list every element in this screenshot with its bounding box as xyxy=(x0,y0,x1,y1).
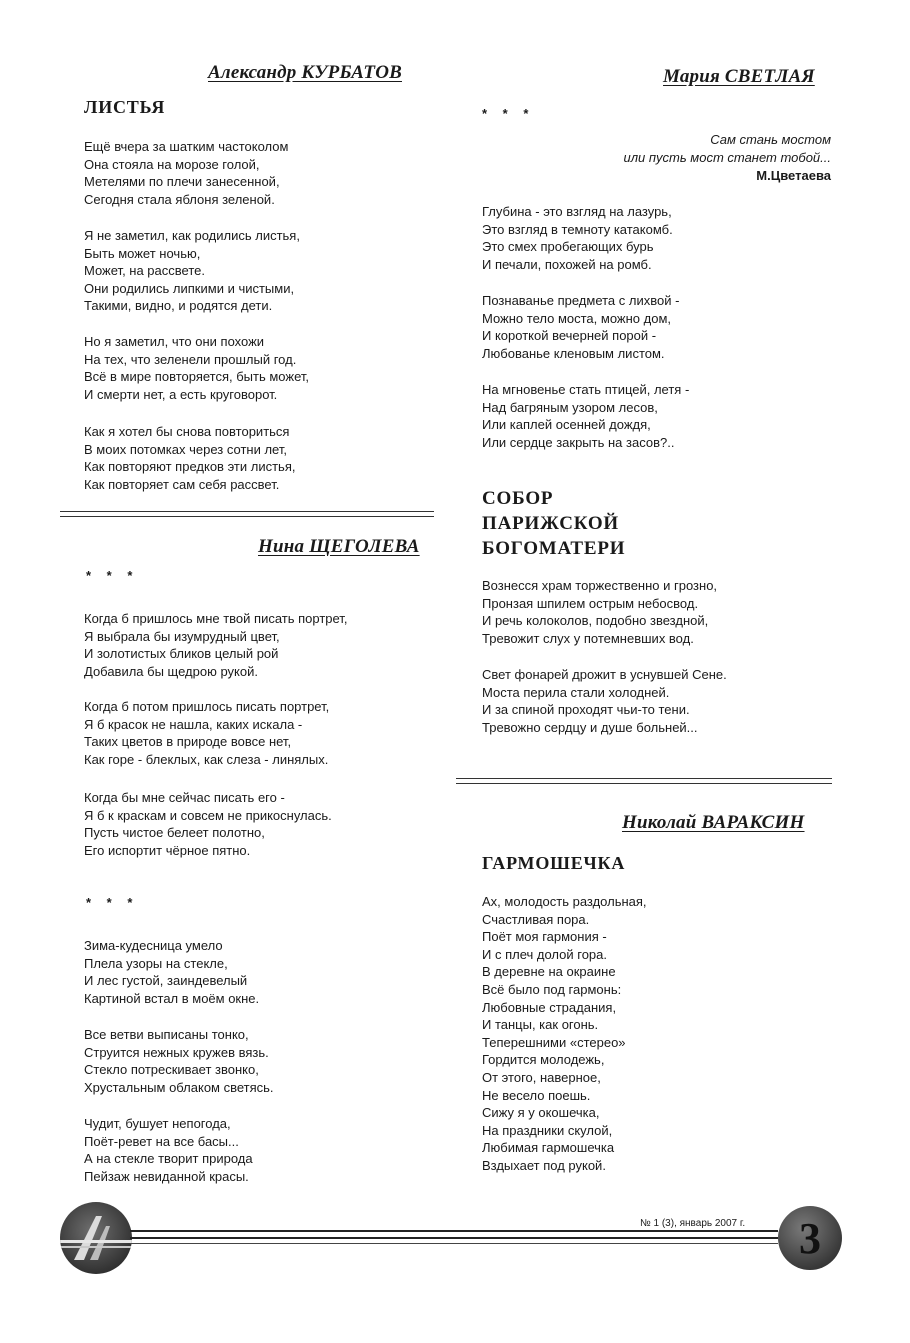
poem-line: Струится нежных кружев вязь. xyxy=(84,1044,269,1060)
poem-line: Сижу я у окошечка, xyxy=(482,1105,600,1121)
poem-stars-heading: * * * xyxy=(482,106,535,121)
page-number-badge xyxy=(778,1206,842,1270)
poem-line: Или сердце закрыть на засов?.. xyxy=(482,434,675,450)
poem-line: Или каплей осенней дождя, xyxy=(482,417,651,433)
poem-line: Пронзая шпилем острым небосвод. xyxy=(482,595,699,611)
section-divider xyxy=(456,783,832,784)
poem-listya-stanza-3 xyxy=(84,333,309,403)
poem-line: Это смех пробегающих бурь xyxy=(482,239,654,255)
poem-line: И танцы, как огонь. xyxy=(482,1017,599,1033)
poem-line: Я не заметил, как родились листья, xyxy=(84,228,300,243)
poem-line: Быть может ночью, xyxy=(84,245,201,261)
poem-line: Зима-кудесница умело xyxy=(84,938,223,953)
poem-line: Хрустальным облаком светясь. xyxy=(84,1079,274,1095)
author-svetlaya: Мария СВЕТЛАЯ xyxy=(663,66,815,87)
poem-listya-stanza-1 xyxy=(84,138,288,208)
footer-rule xyxy=(130,1243,778,1244)
poem-line: И золотистых бликов целый рой xyxy=(84,646,279,662)
poem-line: Счастливая пора. xyxy=(482,911,590,927)
poem-line: Я б к краскам и совсем не прикоснулась. xyxy=(84,807,332,823)
poem-line: Когда б пришлось мне твой писать портрет, xyxy=(84,611,348,626)
poem-line: Плела узоры на стекле, xyxy=(84,955,228,971)
author-varaksin: Николай ВАРАКСИН xyxy=(622,812,805,833)
issue-info: № 1 (3), январь 2007 г. xyxy=(640,1218,746,1229)
poem-glubina-stanza-1 xyxy=(482,203,673,273)
poem-line: От этого, наверное, xyxy=(482,1069,601,1085)
poem-line: Ещё вчера за шатким частоколом xyxy=(84,139,289,154)
footer-rule xyxy=(130,1237,778,1239)
poem-line: И печали, похожей на ромб. xyxy=(482,256,652,272)
poem-portret-stanza-1 xyxy=(84,610,347,680)
poem-glubina-stanza-2 xyxy=(482,292,679,362)
epigraph-author: М.Цветаева xyxy=(756,168,831,183)
poem-line: Любованье кленовым листом. xyxy=(482,345,665,361)
poem-title-sobor xyxy=(482,486,625,561)
poem-line: Поёт-ревет на все басы... xyxy=(84,1133,239,1149)
poem-line: В моих потомках через сотни лет, xyxy=(84,441,287,457)
poem-line: Всё в мире повторяется, быть может, xyxy=(84,369,309,385)
section-divider xyxy=(60,516,434,517)
poem-line: Всё было под гармонь: xyxy=(482,981,622,997)
poem-sobor-stanza-1 xyxy=(482,577,717,647)
poem-line: Она стояла на морозе голой, xyxy=(84,156,260,172)
poem-line: Сегодня стала яблоня зеленой. xyxy=(84,191,275,207)
author-shchegoleva: Нина ЩЕГОЛЕВА xyxy=(258,536,420,557)
poem-line: На мгновенье стать птицей, летя - xyxy=(482,382,690,397)
poem-line: Может, на рассвете. xyxy=(84,263,205,279)
poem-line: Вознесся храм торжественно и грозно, xyxy=(482,578,718,593)
logo-mark-icon xyxy=(60,1202,132,1274)
poem-line: И короткой вечерней порой - xyxy=(482,328,657,344)
poem-listya-stanza-2 xyxy=(84,227,300,315)
poem-line: Теперешними «стерео» xyxy=(482,1034,626,1050)
poem-line: Ах, молодость раздольная, xyxy=(482,894,647,909)
poem-line: Стекло потрескивает звонко, xyxy=(84,1062,259,1078)
title-line: СОБОР xyxy=(482,488,554,509)
poem-line: Его испортит чёрное пятно. xyxy=(84,842,251,858)
poem-title-garmoshechka: ГАРМОШЕЧКА xyxy=(482,853,626,873)
footer-rule xyxy=(130,1230,778,1232)
poem-line: А на стекле творит природа xyxy=(84,1151,253,1167)
poem-line: Они родились липкими и чистыми, xyxy=(84,280,295,296)
poem-line: И смерти нет, а есть круговорот. xyxy=(84,386,278,402)
poem-line: Глубина - это взгляд на лазурь, xyxy=(482,204,672,219)
poem-line: Добавила бы щедрою рукой. xyxy=(84,663,258,679)
poem-line: Любимая гармошечка xyxy=(482,1140,615,1156)
poem-portret-stanza-2 xyxy=(84,698,329,768)
poem-line: Я б красок не нашла, каких искала - xyxy=(84,716,303,732)
poem-line: Гордится молодежь, xyxy=(482,1052,605,1068)
poem-line: И лес густой, заиндевелый xyxy=(84,973,248,989)
poem-stars-heading: * * * xyxy=(86,895,139,910)
poem-line: Как повторяет сам себя рассвет. xyxy=(84,476,280,492)
poem-line: Познаванье предмета с лихвой - xyxy=(482,293,680,308)
section-divider xyxy=(60,511,434,512)
poem-line: Метелями по плечи занесенной, xyxy=(84,174,280,190)
poem-line: И речь колоколов, подобно звездной, xyxy=(482,613,709,629)
poem-line: Тревожно сердцу и душе больней... xyxy=(482,719,698,735)
poem-portret-stanza-3 xyxy=(84,789,332,859)
poem-glubina-stanza-3 xyxy=(482,381,689,451)
poem-garmoshechka-stanza xyxy=(482,893,647,1175)
poem-line: Любовные страдания, xyxy=(482,999,617,1015)
poem-line: Когда бы мне сейчас писать его - xyxy=(84,790,285,805)
poem-zima-stanza-2 xyxy=(84,1026,274,1096)
poem-line: Чудит, бушует непогода, xyxy=(84,1116,231,1131)
poem-line: Таких цветов в природе вовсе нет, xyxy=(84,734,292,750)
poem-zima-stanza-3 xyxy=(84,1115,253,1185)
poem-zima-stanza-1 xyxy=(84,937,259,1007)
poem-line: Но я заметил, что они похожи xyxy=(84,334,265,349)
poem-line: На праздники скулой, xyxy=(482,1122,613,1138)
poem-line: Такими, видно, и родятся дети. xyxy=(84,298,273,314)
epigraph-line: или пусть мост станет тобой... xyxy=(623,150,831,165)
poem-line: Над багряным узором лесов, xyxy=(482,399,658,415)
poem-line: На тех, что зеленели прошлый год. xyxy=(84,351,297,367)
poem-stars-heading: * * * xyxy=(86,568,139,583)
page-number: 3 xyxy=(799,1214,821,1263)
poem-line: И за спиной проходят чьи-то тени. xyxy=(482,702,690,718)
poem-line: Свет фонарей дрожит в уснувшей Сене. xyxy=(482,667,727,682)
author-kurbatov: Александр КУРБАТОВ xyxy=(208,62,402,83)
title-line: БОГОМАТЕРИ xyxy=(482,538,626,559)
poem-line: В деревне на окраине xyxy=(482,964,616,980)
poem-line: Это взгляд в темноту катакомб. xyxy=(482,221,673,237)
poem-line: Все ветви выписаны тонко, xyxy=(84,1027,249,1042)
poem-line: Вздыхает под рукой. xyxy=(482,1157,606,1173)
magazine-logo-icon xyxy=(60,1202,132,1274)
poem-line: Поёт моя гармония - xyxy=(482,929,607,945)
poem-line: Как я хотел бы снова повториться xyxy=(84,424,290,439)
poem-line: Когда б потом пришлось писать портрет, xyxy=(84,699,330,714)
poem-title-listya: ЛИСТЬЯ xyxy=(84,97,166,117)
epigraph xyxy=(623,131,831,185)
poem-line: Можно тело моста, можно дом, xyxy=(482,310,671,326)
poem-line: Пейзаж невиданной красы. xyxy=(84,1168,249,1184)
poem-line: И с плеч долой гора. xyxy=(482,946,607,962)
poem-line: Картиной встал в моём окне. xyxy=(84,990,260,1006)
poem-line: Тревожит слух у потемневших вод. xyxy=(482,630,694,646)
poem-line: Как повторяют предков эти листья, xyxy=(84,459,296,475)
poem-line: Моста перила стали холодней. xyxy=(482,684,670,700)
poem-line: Как горе - блеклых, как слеза - линялых. xyxy=(84,751,329,767)
section-divider xyxy=(456,778,832,779)
poem-listya-stanza-4 xyxy=(84,423,295,493)
poem-line: Не весело поешь. xyxy=(482,1087,591,1103)
title-line: ПАРИЖСКОЙ xyxy=(482,513,619,534)
poem-sobor-stanza-2 xyxy=(482,666,727,736)
poem-line: Пусть чистое белеет полотно, xyxy=(84,825,265,841)
epigraph-line: Сам стань мостом xyxy=(710,132,831,147)
poem-line: Я выбрала бы изумрудный цвет, xyxy=(84,628,280,644)
